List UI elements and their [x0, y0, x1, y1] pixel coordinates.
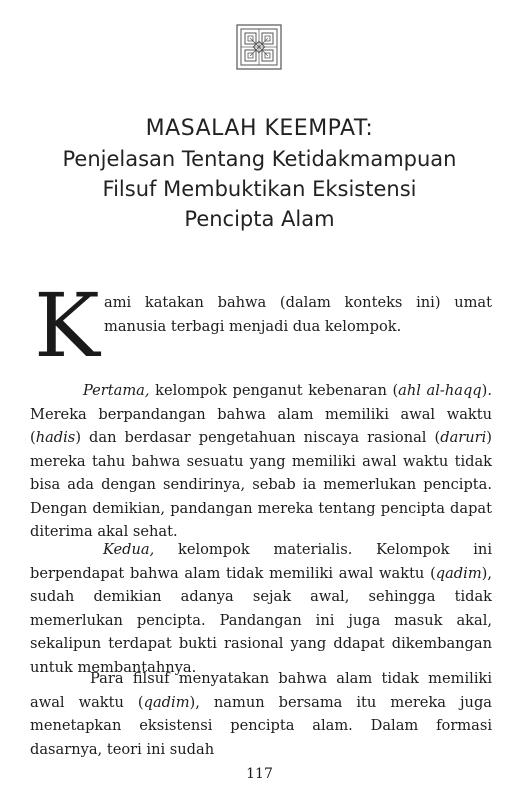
paragraph-filsuf	[30, 667, 492, 761]
drop-cap: K	[34, 274, 100, 377]
italic-term: daruri	[440, 429, 487, 446]
intro-paragraph: ami katakan bahwa (dalam konteks ini) umat manusia terbagi menjadi dua kelompok.	[104, 294, 492, 335]
geometric-knot-ornament-icon	[236, 24, 282, 70]
text-run: kelompok materialis. Kelompok ini berpendapat bahwa alam tidak memiliki awal waktu (	[30, 541, 492, 582]
paragraph-pertama	[30, 379, 492, 544]
chapter-subtitle-line-1: Penjelasan Tentang Ketidakmampuan	[62, 147, 457, 171]
paragraph-lead: Pertama,	[83, 382, 150, 399]
text-run: ), namun bersama itu mereka juga menetapkan eksistensi pencipta alam. Dalam formasi dasarnya, teori ini sudah	[30, 693, 492, 758]
chapter-subtitle-line-3: Pencipta Alam	[184, 207, 335, 231]
italic-term: hadis	[35, 429, 76, 446]
paragraph-lead: Kedua,	[103, 541, 155, 558]
text-run: ) dan berdasar pengetahuan niscaya rasional (	[75, 429, 441, 446]
italic-term: qadim	[435, 564, 482, 582]
chapter-title: MASALAH KEEMPAT:	[145, 116, 374, 141]
text-run: Para filsuf menyatakan bahwa alam tidak memiliki awal waktu (	[30, 670, 492, 711]
paragraph-kedua	[30, 538, 492, 679]
chapter-subtitle-line-2: Filsuf Membuktikan Eksistensi	[102, 177, 417, 201]
text-run: ). Mereka berpandangan bahwa alam memiliki awal waktu (	[30, 382, 492, 446]
italic-term: qadim	[143, 693, 190, 711]
page-number: 117	[246, 766, 273, 782]
text-run: kelompok penganut kebenaran (	[149, 382, 399, 399]
text-run: ), sudah demikian adanya sejak awal, sehingga tidak memerlukan pencipta. Pandangan ini juga masuk akal, sekalipun terdapat bukti rasional yang ddapat dikembangan untuk membantahnya.	[30, 564, 492, 676]
italic-term: ahl al-haqq	[398, 382, 482, 399]
text-run: ) mereka tahu bahwa sesuatu yang memiliki awal waktu tidak bisa ada dengan sendirinya, sebab ia memerlukan pencipta. Dengan demikian, pandangan mereka tentang pencipta dapat diterima akal sehat.	[30, 429, 492, 540]
